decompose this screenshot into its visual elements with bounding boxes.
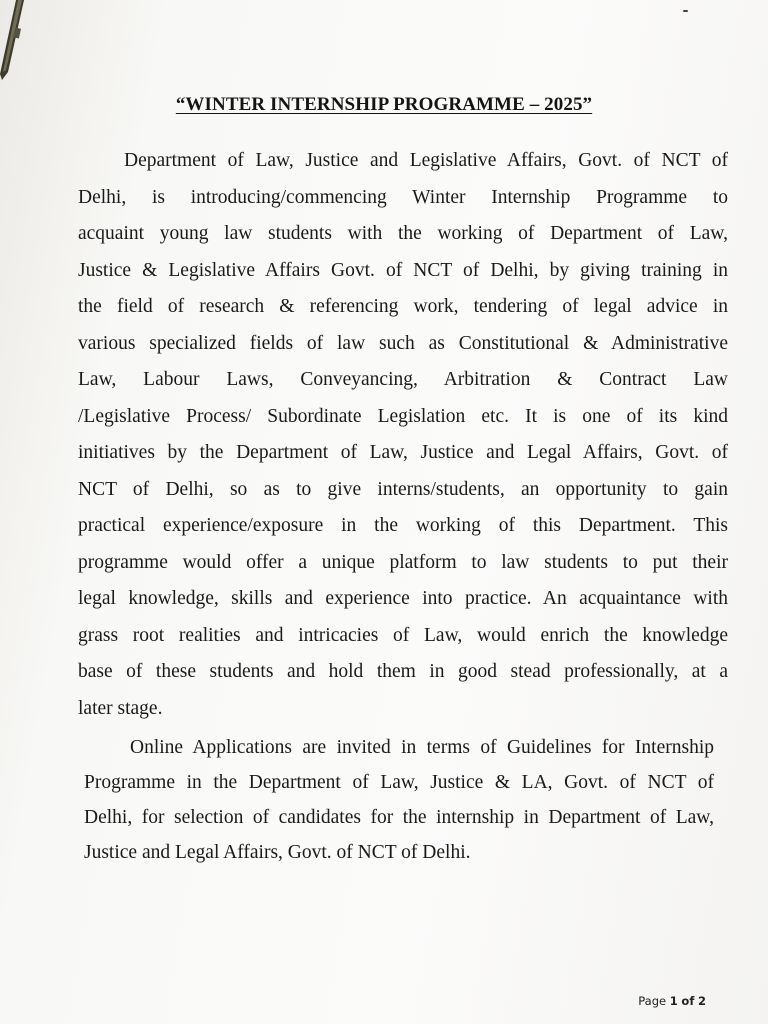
paragraph-line: various specialized fields of law such as Constitutional & Administrative bbox=[78, 332, 728, 354]
paragraph-line: NCT of Delhi, so as to give interns/students, an opportunity to gain bbox=[78, 478, 728, 500]
paragraph-line: initiatives by the Department of Law, Justice and Legal Affairs, Govt. of bbox=[78, 442, 728, 463]
page-word: Page bbox=[638, 994, 667, 1008]
paragraph-line: Law, Labour Laws, Conveyancing, Arbitration & Contract Law bbox=[78, 369, 728, 390]
paragraph-line: programme would offer a unique platform to law students to put their bbox=[78, 551, 728, 573]
paragraph-applications bbox=[84, 730, 714, 870]
paragraph-line: base of these students and hold them in good stead professionally, at a bbox=[78, 661, 728, 682]
paragraph-line: later stage. bbox=[78, 697, 163, 719]
paragraph-line: Justice and Legal Affairs, Govt. of NCT of Delhi. bbox=[84, 842, 471, 863]
paragraph-line: grass root realities and intricacies of Law, would enrich the knowledge bbox=[78, 624, 728, 646]
document-title-text: “WINTER INTERNSHIP PROGRAMME – 2025” bbox=[175, 94, 593, 115]
page-of-word: of bbox=[681, 994, 695, 1008]
paragraph-line: Delhi, for selection of candidates for the internship in Department of Law, bbox=[84, 807, 714, 828]
page-current: 1 bbox=[669, 994, 678, 1008]
paragraph-line: Programme in the Department of Law, Justice & LA, Govt. of NCT of bbox=[84, 772, 714, 793]
page-total: 2 bbox=[697, 994, 706, 1008]
page-number-footer bbox=[638, 994, 706, 1008]
paragraph-line: practical experience/exposure in the working of this Department. This bbox=[78, 515, 728, 536]
pen-tip-icon bbox=[0, 0, 54, 90]
paragraph-line: the field of research & referencing work, tendering of legal advice in bbox=[78, 296, 728, 317]
paragraph-line: legal knowledge, skills and experience into practice. An acquaintance with bbox=[78, 588, 728, 609]
paragraph-line: /Legislative Process/ Subordinate Legislation etc. It is one of its kind bbox=[78, 405, 728, 427]
speck-mark bbox=[683, 10, 688, 12]
paragraph-introduction bbox=[78, 143, 728, 727]
paragraph-line: Department of Law, Justice and Legislative Affairs, Govt. of NCT of bbox=[124, 150, 728, 171]
paragraph-line: Online Applications are invited in terms of Guidelines for Internship bbox=[130, 737, 714, 758]
document-title bbox=[0, 94, 768, 116]
paragraph-line: acquaint young law students with the working of Department of Law, bbox=[78, 223, 728, 244]
paragraph-line: Justice & Legislative Affairs Govt. of NCT of Delhi, by giving training in bbox=[78, 259, 728, 281]
paragraph-line: Delhi, is introducing/commencing Winter Internship Programme to bbox=[78, 186, 728, 208]
